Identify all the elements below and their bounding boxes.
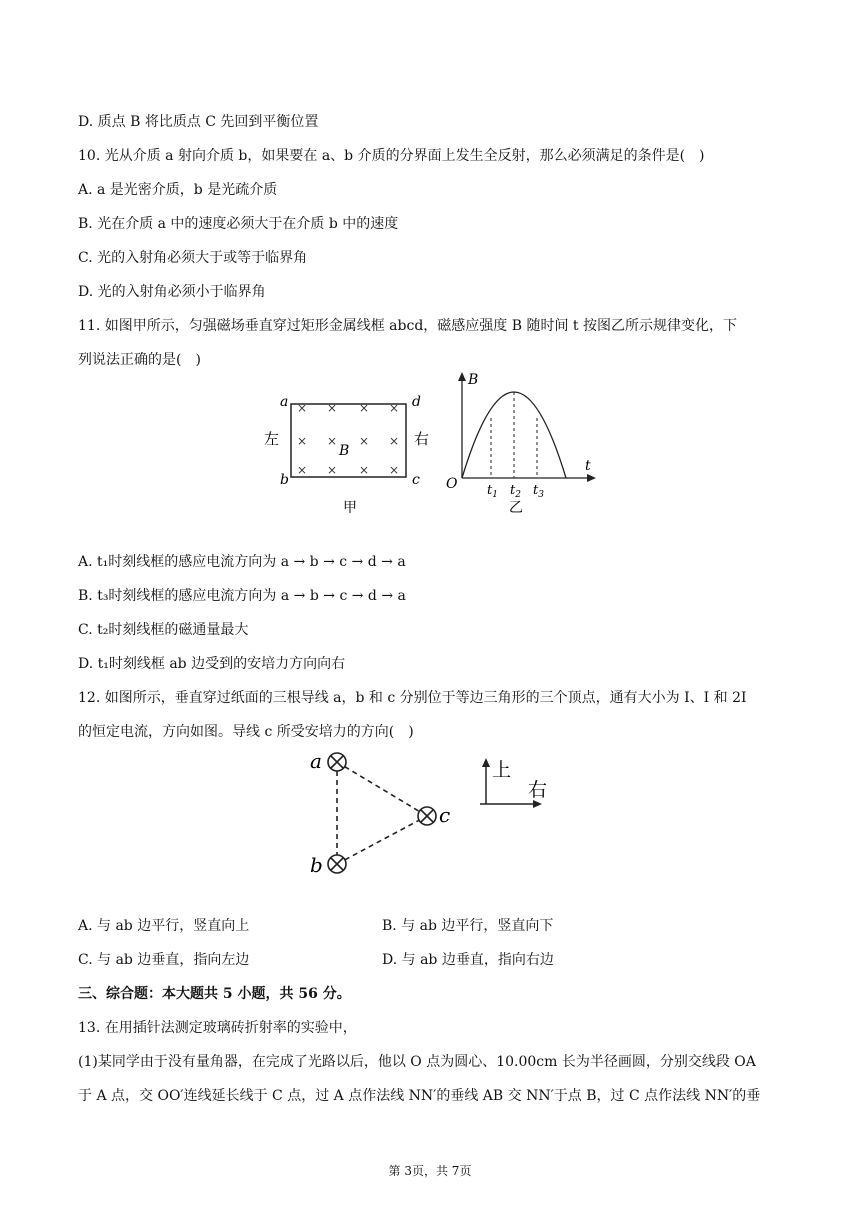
- up-arrow: [482, 758, 490, 767]
- y-axis-arrow: [458, 372, 466, 381]
- left-label: 左: [264, 430, 280, 448]
- caption-yi: 乙: [509, 500, 523, 516]
- svg-text:t2: [510, 483, 521, 500]
- y-axis-label: B: [468, 372, 479, 388]
- wire-c-label: c: [439, 803, 451, 827]
- q13-stem: 13. 在用插针法测定玻璃砖折射率的实验中，: [78, 1020, 357, 1036]
- page-footer: 第 3页，共 7页: [388, 1164, 472, 1178]
- q12-stem-line2: 的恒定电流，方向如图。导线 c 所受安培力的方向( ): [78, 724, 414, 740]
- field-crosses: [297, 401, 399, 477]
- q12-stem-line1: 12. 如图所示，垂直穿过纸面的三根导线 a，b 和 c 分别位于等边三角形的三个顶点，通有大小为 I、I 和 2I: [78, 690, 747, 706]
- svg-text:×: ×: [389, 434, 400, 448]
- q13-part1-line2: 于 A 点，交 OO′连线延长线于 C 点，过 A 点作法线 NN′的垂线 AB 交 NN′于点 B，过 C 点作法线 NN′的垂: [78, 1088, 761, 1104]
- t1-subscript: 1: [492, 490, 498, 500]
- corner-d-label: d: [412, 394, 421, 410]
- wire-a-symbol: [328, 753, 346, 771]
- q10-option-b: B. 光在介质 a 中的速度必须大于在介质 b 中的速度: [78, 216, 399, 232]
- q11-stem-line1: 11. 如图甲所示，匀强磁场垂直穿过矩形金属线框 abcd，磁感应强度 B 随时间 t 按图乙所示规律变化，下: [78, 318, 737, 334]
- wire-c-symbol: [418, 807, 436, 825]
- svg-text:×: ×: [297, 463, 308, 477]
- corner-b-label: b: [280, 472, 289, 488]
- q9-option-d: D. 质点 B 将比质点 C 先回到平衡位置: [78, 114, 319, 130]
- svg-text:×: ×: [327, 463, 338, 477]
- q12-option-d: D. 与 ab 边垂直，指向右边: [382, 952, 554, 968]
- q11-option-b: B. t₃时刻线框的感应电流方向为 a → b → c → d → a: [78, 588, 406, 604]
- field-B-label: B: [339, 443, 350, 459]
- svg-text:t1: [487, 483, 498, 500]
- origin-label: O: [446, 476, 458, 492]
- svg-text:×: ×: [359, 401, 370, 415]
- t2-subscript: 2: [515, 490, 521, 500]
- svg-text:×: ×: [389, 463, 400, 477]
- t3-subscript: 3: [538, 490, 544, 500]
- corner-c-label: c: [412, 472, 420, 488]
- q11-figure: [255, 368, 605, 520]
- wire-b-label: b: [310, 853, 323, 877]
- q12-option-a: A. 与 ab 边平行，竖直向上: [78, 918, 250, 934]
- caption-jia: 甲: [343, 500, 357, 516]
- q11-stem-line2: 列说法正确的是( ): [78, 352, 201, 368]
- q10-option-a: A. a 是光密介质，b 是光疏介质: [78, 182, 278, 198]
- section-3-heading: 三、综合题：本大题共 5 小题，共 56 分。: [78, 986, 351, 1002]
- wire-a-label: a: [310, 749, 322, 773]
- q11-option-d: D. t₁时刻线框 ab 边受到的安培力方向向右: [78, 656, 346, 672]
- q11-option-c: C. t₂时刻线框的磁通量最大: [78, 622, 249, 638]
- q10-option-c: C. 光的入射角必须大于或等于临界角: [78, 250, 308, 266]
- t2-label: t: [510, 483, 516, 498]
- wire-b-symbol: [328, 855, 346, 873]
- q13-part1-line1: (1)某同学由于没有量角器，在完成了光路以后，他以 O 点为圆心、10.00cm 长为半径画圆，分别交线段 OA: [78, 1054, 756, 1070]
- svg-text:×: ×: [359, 463, 370, 477]
- svg-text:×: ×: [297, 401, 308, 415]
- q10-option-d: D. 光的入射角必须小于临界角: [78, 284, 266, 300]
- right-arrow: [533, 800, 542, 808]
- q11-option-a: A. t₁时刻线框的感应电流方向为 a → b → c → d → a: [78, 554, 406, 570]
- q12-figure: [300, 744, 570, 884]
- q12-option-c: C. 与 ab 边垂直，指向左边: [78, 952, 250, 968]
- svg-text:t3: [533, 483, 544, 500]
- right-label: 右: [528, 779, 548, 801]
- up-label: 上: [492, 759, 512, 781]
- svg-text:×: ×: [389, 401, 400, 415]
- x-axis-arrow: [587, 474, 596, 482]
- t3-label: t: [533, 483, 539, 498]
- right-label: 右: [414, 430, 430, 448]
- svg-text:×: ×: [359, 434, 370, 448]
- t1-label: t: [487, 483, 493, 498]
- svg-text:×: ×: [327, 401, 338, 415]
- svg-text:×: ×: [327, 434, 338, 448]
- x-axis-label: t: [585, 458, 591, 474]
- q10-stem: 10. 光从介质 a 射向介质 b，如果要在 a、b 介质的分界面上发生全反射，那么必须满足的条件是( ): [78, 148, 705, 164]
- corner-a-label: a: [280, 394, 289, 410]
- svg-text:×: ×: [297, 434, 308, 448]
- q12-option-b: B. 与 ab 边平行，竖直向下: [382, 918, 554, 934]
- triangle-sides: [337, 762, 427, 864]
- b-t-graph: [458, 372, 596, 482]
